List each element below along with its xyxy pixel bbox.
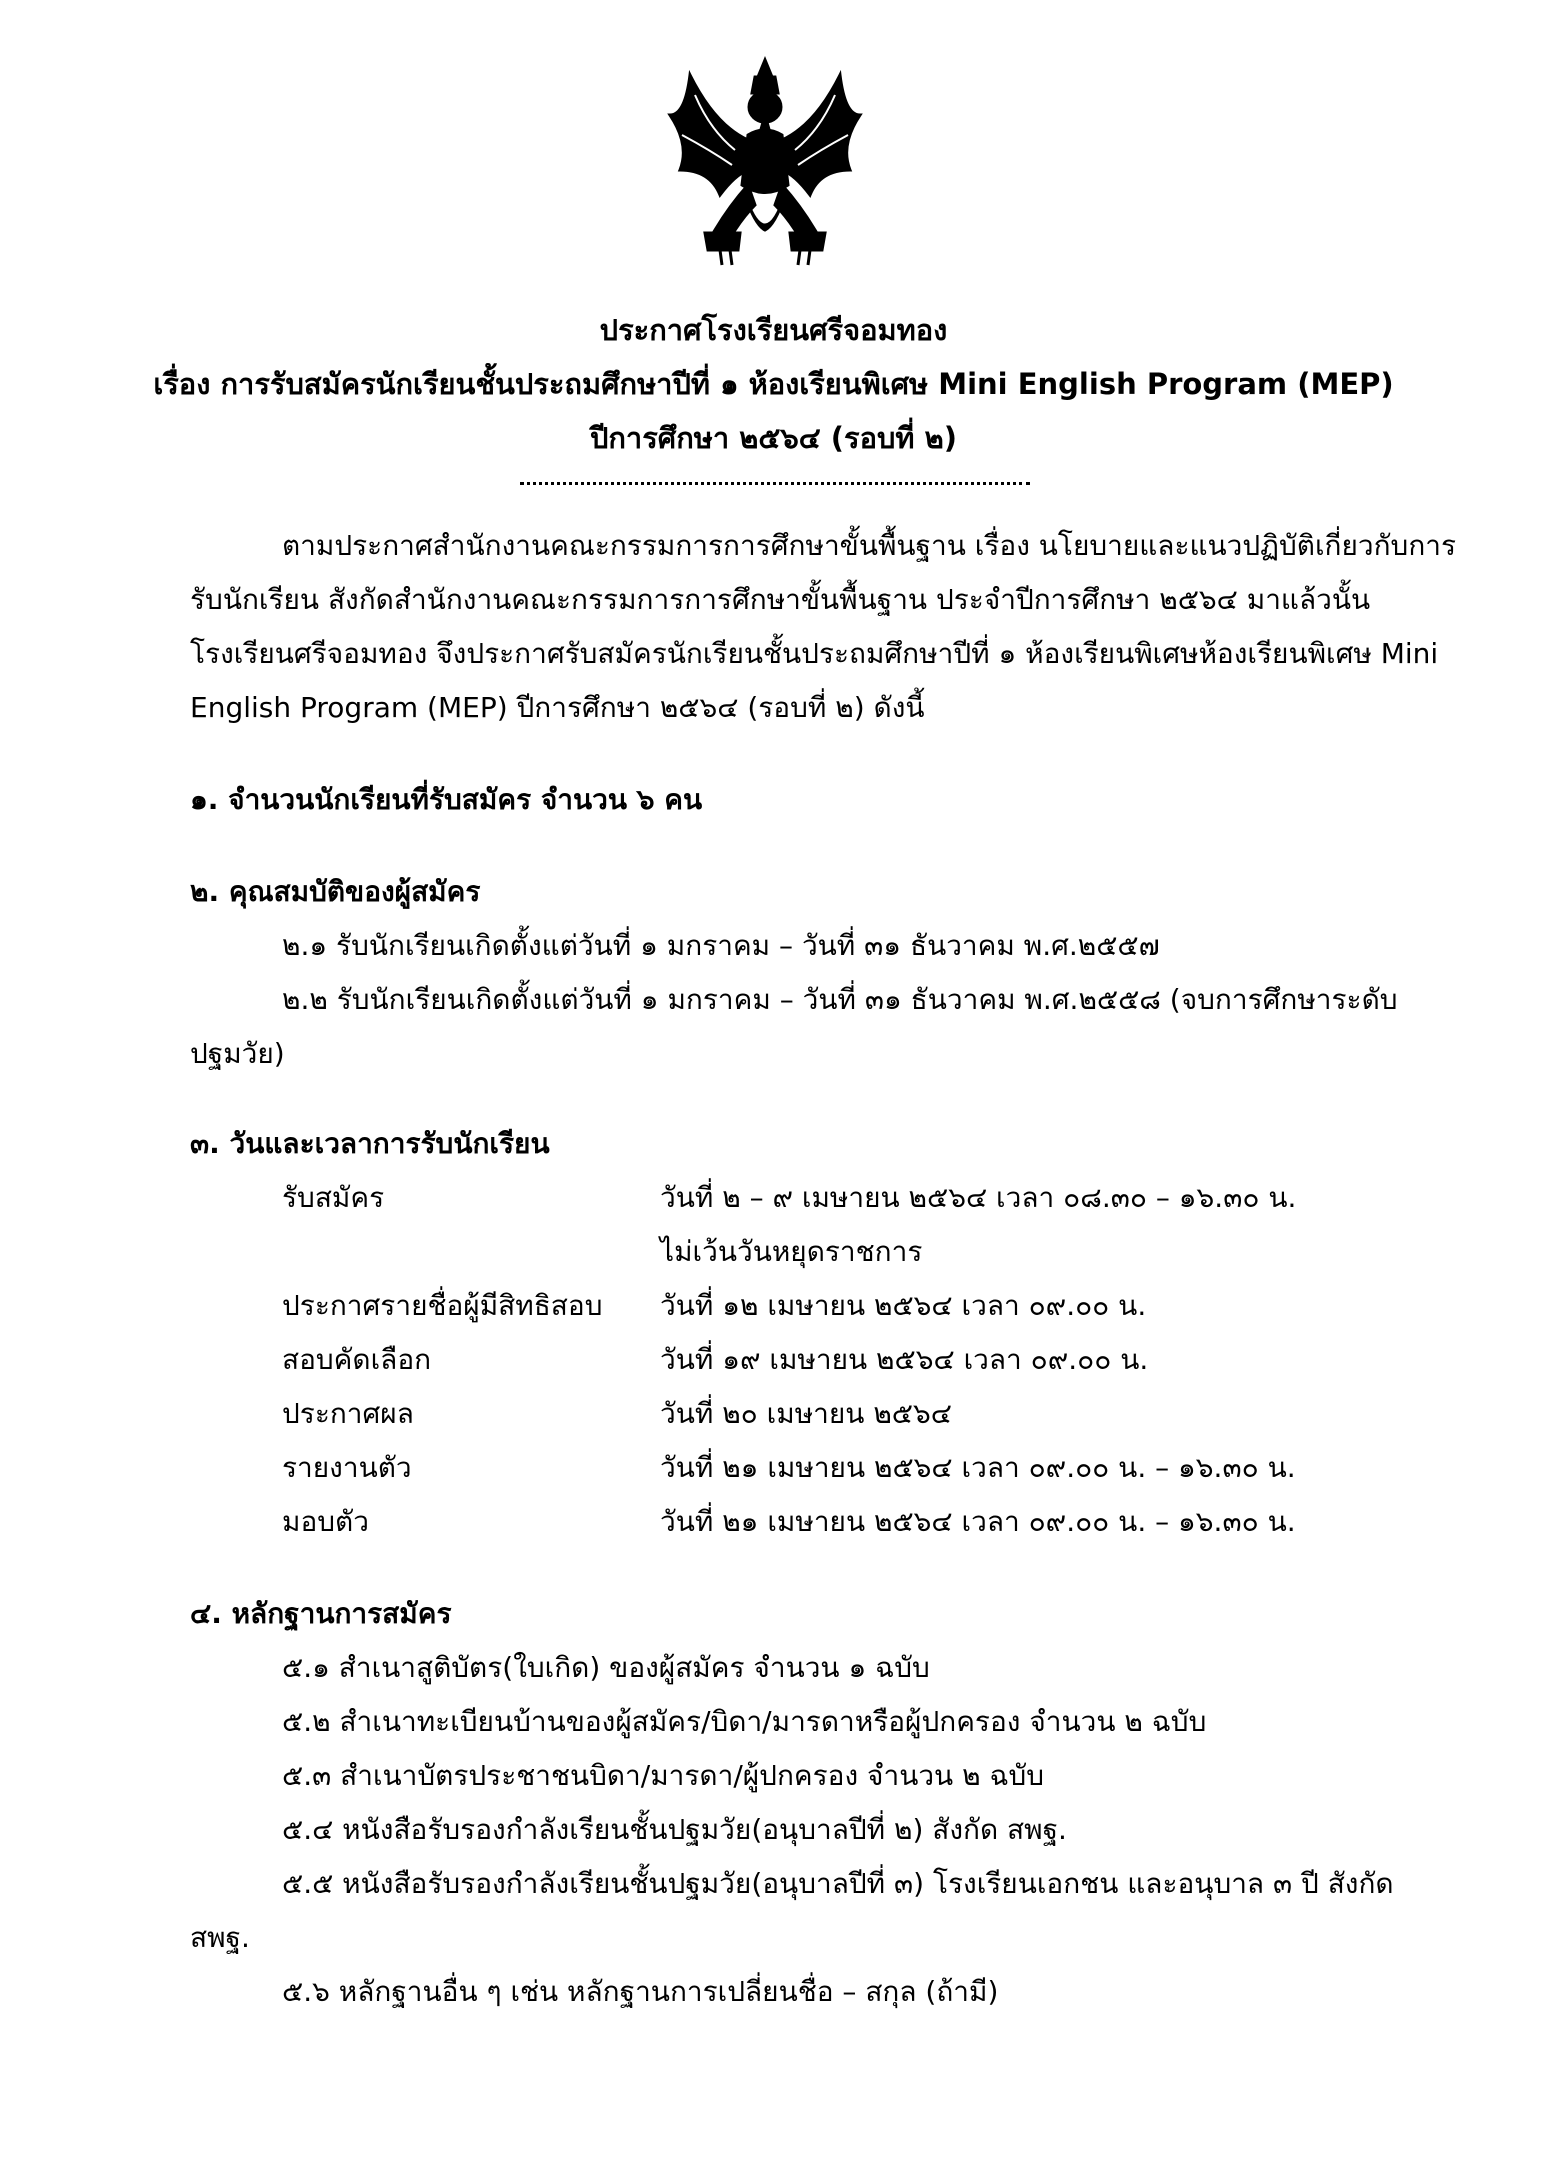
schedule-label: รับสมัคร (282, 1181, 385, 1214)
schedule-value: วันที่ ๒๑ เมษายน ๒๕๖๔ เวลา ๐๙.๐๐ น. – ๑๖.๓๐ น. (660, 1451, 1296, 1484)
intro-line-2: รับนักเรียน สังกัดสำนักงานคณะกรรมการการศึกษาขั้นพื้นฐาน ประจำปีการศึกษา ๒๕๖๔ มาแล้วนั้น (190, 583, 1371, 616)
schedule-value: วันที่ ๑๙ เมษายน ๒๕๖๔ เวลา ๐๙.๐๐ น. (660, 1343, 1149, 1376)
document-item-continued: สพฐ. (190, 1921, 250, 1954)
schedule-label: ประกาศผล (282, 1397, 414, 1430)
schedule-label: ประกาศรายชื่อผู้มีสิทธิสอบ (282, 1289, 603, 1322)
document-item: ๕.๖ หลักฐานอื่น ๆ เช่น หลักฐานการเปลี่ยนชื่อ – สกุล (ถ้ามี) (282, 1975, 999, 2008)
academic-year-round: ปีการศึกษา ๒๕๖๔ (รอบที่ ๒) (589, 421, 958, 455)
schedule-label: สอบคัดเลือก (282, 1343, 432, 1376)
section-3-heading: ๓. วันและเวลาการรับนักเรียน (190, 1127, 550, 1160)
announcement-subject: เรื่อง การรับสมัครนักเรียนชั้นประถมศึกษาปีที่ ๑ ห้องเรียนพิเศษ Mini English Program (MEP) (153, 367, 1394, 401)
garuda-emblem (660, 55, 870, 270)
document-item: ๕.๔ หนังสือรับรองกำลังเรียนชั้นปฐมวัย(อนุบาลปีที่ ๒) สังกัด สพฐ. (282, 1813, 1067, 1846)
announcement-title: ประกาศโรงเรียนศรีจอมทอง (599, 313, 948, 347)
intro-line-1: ตามประกาศสำนักงานคณะกรรมการการศึกษาขั้นพื้นฐาน เรื่อง นโยบายและแนวปฏิบัติเกี่ยวกับการ (282, 529, 1457, 562)
schedule-value: วันที่ ๑๒ เมษายน ๒๕๖๔ เวลา ๐๙.๐๐ น. (660, 1289, 1147, 1322)
document-item: ๕.๕ หนังสือรับรองกำลังเรียนชั้นปฐมวัย(อนุบาลปีที่ ๓) โรงเรียนเอกชน และอนุบาล ๓ ปี สังกัด (282, 1867, 1394, 1900)
intro-line-4: English Program (MEP) ปีการศึกษา ๒๕๖๔ (รอบที่ ๒) ดังนี้ (190, 691, 925, 724)
intro-line-3: โรงเรียนศรีจอมทอง จึงประกาศรับสมัครนักเรียนชั้นประถมศึกษาปีที่ ๑ ห้องเรียนพิเศษห้องเรียนพิเศษ Mini (190, 637, 1439, 670)
schedule-label: มอบตัว (282, 1505, 369, 1538)
section-2-heading: ๒. คุณสมบัติของผู้สมัคร (190, 875, 481, 908)
schedule-value: วันที่ ๒๑ เมษายน ๒๕๖๔ เวลา ๐๙.๐๐ น. – ๑๖.๓๐ น. (660, 1505, 1296, 1538)
schedule-value: วันที่ ๒ – ๙ เมษายน ๒๕๖๔ เวลา ๐๘.๓๐ – ๑๖.๓๐ น. (660, 1181, 1297, 1214)
section-4-heading: ๔. หลักฐานการสมัคร (190, 1597, 452, 1630)
dotted-separator (520, 474, 1030, 485)
document-item: ๕.๑ สำเนาสูติบัตร(ใบเกิด) ของผู้สมัคร จำนวน ๑ ฉบับ (282, 1651, 930, 1684)
qualification-2-2: ๒.๒ รับนักเรียนเกิดตั้งแต่วันที่ ๑ มกราคม – วันที่ ๓๑ ธันวาคม พ.ศ.๒๕๕๘ (จบการศึกษาระดับ (282, 983, 1398, 1016)
schedule-value: ไม่เว้นวันหยุดราชการ (660, 1235, 923, 1268)
section-1-heading: ๑. จำนวนนักเรียนที่รับสมัคร จำนวน ๖ คน (190, 783, 703, 816)
qualification-2-1: ๒.๑ รับนักเรียนเกิดตั้งแต่วันที่ ๑ มกราคม – วันที่ ๓๑ ธันวาคม พ.ศ.๒๕๕๗ (282, 929, 1160, 962)
schedule-value: วันที่ ๒๐ เมษายน ๒๕๖๔ (660, 1397, 952, 1430)
schedule-label: รายงานตัว (282, 1451, 412, 1484)
document-item: ๕.๒ สำเนาทะเบียนบ้านของผู้สมัคร/บิดา/มารดาหรือผู้ปกครอง จำนวน ๒ ฉบับ (282, 1705, 1207, 1738)
qualification-2-2-continued: ปฐมวัย) (190, 1037, 285, 1070)
document-item: ๕.๓ สำเนาบัตรประชาชนบิดา/มารดา/ผู้ปกครอง จำนวน ๒ ฉบับ (282, 1759, 1045, 1792)
